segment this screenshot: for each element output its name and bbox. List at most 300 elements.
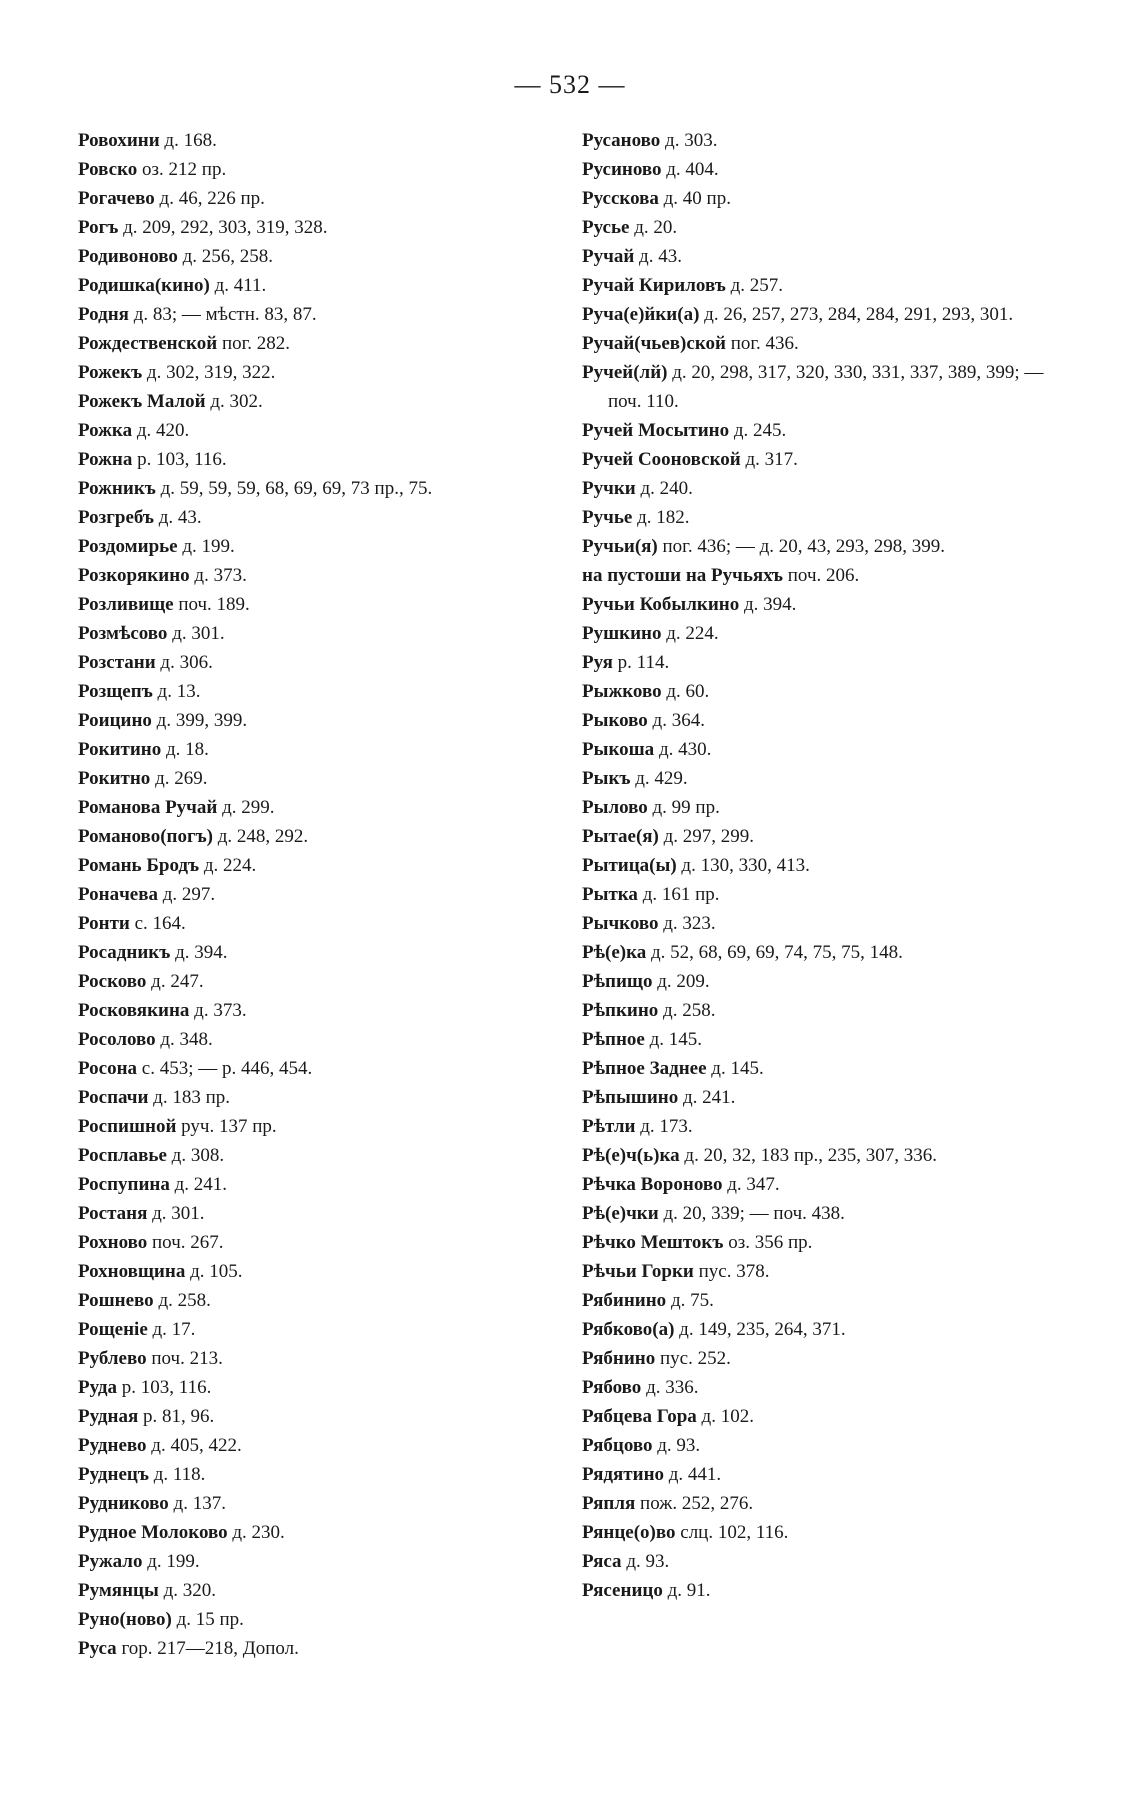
index-entry [582, 1257, 1072, 1286]
entry-reference: д. 373. [194, 1000, 247, 1021]
entry-name: Рѣ(е)чки [582, 1203, 659, 1224]
index-entry [78, 184, 568, 213]
entry-name: Рылово [582, 797, 648, 818]
entry-name: Рябцово [582, 1435, 653, 1456]
index-entry [78, 561, 568, 590]
entry-name: Романово(погъ) [78, 826, 213, 847]
entry-name: Роспупина [78, 1174, 170, 1195]
entry-reference: д. 20, 32, 183 пр., 235, 307, 336. [684, 1145, 938, 1166]
entry-name: Ряпля [582, 1493, 636, 1514]
entry-reference: р. 114. [617, 652, 670, 673]
entry-name: Рыково [582, 710, 648, 731]
entry-reference: д. 299. [222, 797, 275, 818]
index-entry [582, 996, 1072, 1025]
entry-reference: д. 301. [152, 1203, 205, 1224]
entry-reference: д. 26, 257, 273, 284, 284, 291, 293, 301. [704, 304, 1014, 325]
index-entry [582, 1315, 1072, 1344]
entry-reference: д. 145. [711, 1058, 764, 1079]
entry-reference: д. 430. [658, 739, 712, 760]
entry-reference: пог. 282. [221, 333, 291, 354]
entry-reference: д. 130, 330, 413. [681, 855, 810, 876]
index-entry [78, 1025, 568, 1054]
entry-reference: д. 347. [727, 1174, 780, 1195]
index-entry [78, 822, 568, 851]
entry-reference: д. 182. [637, 507, 690, 528]
index-entry [78, 1112, 568, 1141]
index-entry [582, 619, 1072, 648]
entry-name: Ряса [582, 1551, 622, 1572]
entry-reference: д. 320. [163, 1580, 216, 1601]
entry-name: Русаново [582, 130, 661, 151]
index-entry [582, 822, 1072, 851]
index-entry [78, 938, 568, 967]
entry-name: Рушкино [582, 623, 662, 644]
entry-name: Роздомирье [78, 536, 178, 557]
entry-name: Ручьи Кобылкино [582, 594, 740, 615]
entry-name: Рѣчко Мештокъ [582, 1232, 724, 1253]
entry-reference: пус. 378. [698, 1261, 770, 1282]
index-entry [78, 358, 568, 387]
index-entry [582, 677, 1072, 706]
entry-name: Ручай Кириловъ [582, 275, 726, 296]
entry-name: Рѣ(е)ка [582, 942, 647, 963]
entry-reference: д. 43. [158, 507, 202, 528]
entry-name: Розливище [78, 594, 174, 615]
entry-name: Ронaчева [78, 884, 158, 905]
entry-reference: д. 256, 258. [182, 246, 274, 267]
index-entry [78, 1257, 568, 1286]
entry-name: Руднецъ [78, 1464, 149, 1485]
entry-reference: д. 373. [194, 565, 247, 586]
index-entry [78, 1518, 568, 1547]
entry-reference: д. 224. [203, 855, 257, 876]
entry-reference: д. 149, 235, 264, 371. [679, 1319, 846, 1340]
entry-reference: д. 105. [190, 1261, 243, 1282]
entry-name: Рябково(а) [582, 1319, 675, 1340]
entry-name: Рѣчьи Горки [582, 1261, 694, 1282]
index-entry [582, 213, 1072, 242]
entry-reference: д. 302, 319, 322. [146, 362, 276, 383]
entry-reference: д. 93. [657, 1435, 701, 1456]
index-entry [582, 242, 1072, 271]
index-entry [582, 126, 1072, 155]
entry-reference: р. 81, 96. [143, 1406, 215, 1427]
index-entry [582, 416, 1072, 445]
entry-name: Рудная [78, 1406, 139, 1427]
entry-name: Руя [582, 652, 613, 673]
entry-name: Рытае(я) [582, 826, 659, 847]
index-entry [78, 1170, 568, 1199]
index-entry [582, 793, 1072, 822]
entry-name: Рохновщина [78, 1261, 186, 1282]
entry-reference: пож. 252, 276. [640, 1493, 754, 1514]
entry-name: Рѣпкино [582, 1000, 659, 1021]
index-entry [78, 1402, 568, 1431]
entry-name: Рожна [78, 449, 133, 470]
entry-name: Ручье [582, 507, 633, 528]
index-entry [78, 532, 568, 561]
entry-reference: д. 323. [663, 913, 716, 934]
entry-reference: р. 103, 116. [137, 449, 227, 470]
index-entry [78, 387, 568, 416]
entry-name: Рыкъ [582, 768, 631, 789]
index-entry [582, 184, 1072, 213]
entry-reference: д. 303. [665, 130, 718, 151]
index-entry [78, 880, 568, 909]
entry-name: Розкорякино [78, 565, 190, 586]
entry-reference: д. 301. [172, 623, 225, 644]
index-entry [582, 590, 1072, 619]
index-entry [78, 590, 568, 619]
entry-name: Ровохини [78, 130, 160, 151]
entry-name: Родивоново [78, 246, 178, 267]
entry-reference: д. 224. [666, 623, 719, 644]
index-entry [78, 213, 568, 242]
entry-name: Романова Ручай [78, 797, 218, 818]
index-entry [582, 1344, 1072, 1373]
entry-reference: д. 258. [158, 1290, 211, 1311]
entry-name: Ручей Мосытино [582, 420, 730, 441]
index-entry [582, 271, 1072, 300]
index-entry [582, 474, 1072, 503]
entry-reference: д. 91. [667, 1580, 711, 1601]
entry-reference: д. 394. [743, 594, 797, 615]
index-entry [582, 938, 1072, 967]
entry-name: Рыжково [582, 681, 662, 702]
entry-reference: пус. 252. [660, 1348, 731, 1369]
entry-name: Росолово [78, 1029, 156, 1050]
index-entry [78, 793, 568, 822]
entry-name: Рогачево [78, 188, 155, 209]
index-entry [78, 909, 568, 938]
entry-name: Родня [78, 304, 129, 325]
entry-name: Рясеницо [582, 1580, 663, 1601]
entry-reference: руч. 137 пр. [181, 1116, 277, 1137]
index-entry [78, 648, 568, 677]
entry-reference: д. 317. [745, 449, 798, 470]
entry-reference: р. 103, 116. [121, 1377, 212, 1398]
entry-name: Рошнево [78, 1290, 154, 1311]
entry-name: Ручей(лй) [582, 362, 668, 383]
entry-reference: д. 168. [164, 130, 217, 151]
entry-name: Росплавье [78, 1145, 167, 1166]
index-entry [582, 532, 1072, 561]
entry-name: Розгребъ [78, 507, 154, 528]
entry-name: Рождественской [78, 333, 218, 354]
index-entry [78, 1083, 568, 1112]
entry-reference: д. 308. [171, 1145, 225, 1166]
entry-name: Руда [78, 1377, 118, 1398]
entry-name: Рябово [582, 1377, 642, 1398]
entry-reference: д. 17. [152, 1319, 196, 1340]
entry-reference: д. 348. [160, 1029, 213, 1050]
entry-name: Рожекъ Малой [78, 391, 206, 412]
index-entry [582, 1431, 1072, 1460]
index-entry [78, 996, 568, 1025]
entry-reference: д. 199. [147, 1551, 200, 1572]
entry-reference: д. 60. [666, 681, 710, 702]
entry-name: Русскова [582, 188, 659, 209]
entry-reference: д. 18. [166, 739, 209, 760]
entry-name: Руса [78, 1638, 117, 1659]
entry-name: Рянце(о)во [582, 1522, 676, 1543]
entry-reference: д. 43. [639, 246, 682, 267]
index-entry [582, 880, 1072, 909]
entry-reference: д. 248, 292. [217, 826, 309, 847]
entry-name: Росона [78, 1058, 138, 1079]
entry-reference: д. 306. [160, 652, 213, 673]
entry-reference: д. 405, 422. [151, 1435, 242, 1456]
index-entry [582, 1199, 1072, 1228]
entry-name: Ручей Сооновской [582, 449, 741, 470]
entry-name: Рожекъ [78, 362, 143, 383]
index-entry [78, 1373, 568, 1402]
entry-reference: поч. 206. [787, 565, 860, 586]
index-entry [78, 1431, 568, 1460]
right-column [582, 126, 1072, 1605]
entry-name: Родишка(кино) [78, 275, 210, 296]
entry-name: Рытка [582, 884, 638, 905]
index-entry [582, 1460, 1072, 1489]
index-entry [582, 1402, 1072, 1431]
index-entry [78, 1547, 568, 1576]
index-entry [582, 1141, 1072, 1170]
entry-name: Роспишной [78, 1116, 177, 1137]
index-entry [582, 706, 1072, 735]
entry-reference: д. 241. [682, 1087, 736, 1108]
entry-name: Рохново [78, 1232, 148, 1253]
index-entry [78, 503, 568, 532]
entry-reference: д. 15 пр. [176, 1609, 244, 1630]
entry-name: Рѣпное Заднее [582, 1058, 707, 1079]
entry-name: Роицино [78, 710, 152, 731]
index-entry [78, 1054, 568, 1083]
entry-name: Рогъ [78, 217, 119, 238]
entry-name: Роспачи [78, 1087, 149, 1108]
entry-name: Ружало [78, 1551, 143, 1572]
index-entry [78, 706, 568, 735]
entry-name: Ручай(чьев)ской [582, 333, 726, 354]
entry-reference: д. 257. [730, 275, 783, 296]
index-entry [78, 677, 568, 706]
entry-reference: д. 302. [210, 391, 263, 412]
index-entry [78, 735, 568, 764]
entry-reference: поч. 267. [152, 1232, 224, 1253]
entry-reference: д. 13. [157, 681, 201, 702]
index-entry [582, 1286, 1072, 1315]
entry-reference: гор. 217—218, Допол. [121, 1638, 299, 1659]
index-entry [582, 764, 1072, 793]
entry-name: Рыкоша [582, 739, 655, 760]
entry-name: Ровско [78, 159, 138, 180]
entry-reference: д. 441. [668, 1464, 722, 1485]
entry-reference: д. 93. [626, 1551, 670, 1572]
entry-reference: слц. 102, 116. [680, 1522, 789, 1543]
entry-name: Румянцы [78, 1580, 159, 1601]
index-entry [582, 1083, 1072, 1112]
index-entry [78, 967, 568, 996]
index-entry [582, 1489, 1072, 1518]
entry-reference: д. 247. [151, 971, 204, 992]
entry-reference: д. 297, 299. [663, 826, 755, 847]
index-entry [78, 1634, 568, 1663]
entry-reference: д. 75. [670, 1290, 714, 1311]
page-number: — 532 — [514, 70, 626, 99]
entry-name: Рычково [582, 913, 659, 934]
entry-reference: д. 102. [701, 1406, 754, 1427]
entry-reference: оз. 356 пр. [728, 1232, 813, 1253]
entry-name: Росково [78, 971, 147, 992]
entry-reference: д. 137. [173, 1493, 226, 1514]
entry-name: Росадникъ [78, 942, 171, 963]
entry-reference: д. 230. [232, 1522, 285, 1543]
entry-name: Рудное Молоково [78, 1522, 228, 1543]
entry-name: Рябинино [582, 1290, 667, 1311]
index-entry [78, 1460, 568, 1489]
entry-name: Росковякина [78, 1000, 190, 1021]
index-entry [582, 329, 1072, 358]
index-entry [582, 1576, 1072, 1605]
index-entry [78, 271, 568, 300]
entry-name: Рѣчка Вороново [582, 1174, 723, 1195]
entry-name: Руча(е)йки(а) [582, 304, 700, 325]
entry-name: Рѣпное [582, 1029, 645, 1050]
index-entry [78, 155, 568, 184]
entry-name: Романь Бродъ [78, 855, 200, 876]
entry-name: Рожка [78, 420, 133, 441]
entry-name: Ручай [582, 246, 635, 267]
entry-reference: д. 297. [162, 884, 216, 905]
index-entry [582, 1112, 1072, 1141]
index-entry [78, 619, 568, 648]
index-entry [582, 445, 1072, 474]
entry-name: Рѣтли [582, 1116, 636, 1137]
index-entry [582, 561, 1072, 590]
entry-name: Руно(ново) [78, 1609, 172, 1630]
entry-reference: д. 173. [640, 1116, 693, 1137]
entry-name: Розщепъ [78, 681, 153, 702]
index-entry [78, 1228, 568, 1257]
entry-reference: д. 429. [635, 768, 688, 789]
index-entry [78, 126, 568, 155]
entry-reference: д. 183 пр. [153, 1087, 231, 1108]
index-entry [78, 300, 568, 329]
index-entry [582, 1170, 1072, 1199]
index-entry [78, 1576, 568, 1605]
entry-reference: пог. 436; — д. 20, 43, 293, 298, 399. [662, 536, 946, 557]
index-entry [78, 851, 568, 880]
entry-reference: д. 20. [634, 217, 678, 238]
entry-reference: пог. 436. [730, 333, 799, 354]
entry-reference: д. 161 пр. [642, 884, 720, 905]
index-entry [582, 967, 1072, 996]
entry-name: Русье [582, 217, 630, 238]
entry-reference: д. 209, 292, 303, 319, 328. [123, 217, 328, 238]
index-entry [582, 1025, 1072, 1054]
entry-name: Ростаня [78, 1203, 148, 1224]
entry-name: Розстани [78, 652, 156, 673]
index-entry [78, 1315, 568, 1344]
index-entry [582, 735, 1072, 764]
entry-name: Русиново [582, 159, 662, 180]
index-entry [582, 1518, 1072, 1547]
left-column [78, 126, 568, 1663]
entry-reference: д. 240. [640, 478, 693, 499]
entry-reference: д. 209. [657, 971, 710, 992]
index-entry [582, 851, 1072, 880]
index-entry [582, 358, 1072, 416]
entry-name: Рябцева Гора [582, 1406, 697, 1427]
entry-reference: оз. 212 пр. [142, 159, 227, 180]
entry-reference: д. 404. [666, 159, 719, 180]
entry-reference: д. 269. [155, 768, 208, 789]
entry-name: Руднево [78, 1435, 147, 1456]
entry-name: Ручьи(я) [582, 536, 658, 557]
entry-reference: д. 399, 399. [156, 710, 248, 731]
index-entry [582, 155, 1072, 184]
entry-reference: с. 164. [134, 913, 186, 934]
entry-reference: д. 83; — мѣстн. 83, 87. [133, 304, 317, 325]
entry-reference: д. 394. [175, 942, 228, 963]
entry-name: Рябнино [582, 1348, 656, 1369]
index-entry [582, 1228, 1072, 1257]
entry-reference: д. 20, 298, 317, 320, 330, 331, 337, 389, 399; — поч. 110. [608, 362, 1044, 412]
index-entry [78, 764, 568, 793]
entry-reference: д. 46, 226 пр. [159, 188, 265, 209]
index-entry [78, 329, 568, 358]
entry-reference: поч. 213. [151, 1348, 223, 1369]
entry-name: Ронти [78, 913, 130, 934]
entry-name: Рожникъ [78, 478, 156, 499]
entry-name: Рокитино [78, 739, 162, 760]
entry-name: Рытица(ы) [582, 855, 677, 876]
index-entry [78, 445, 568, 474]
entry-reference: д. 258. [663, 1000, 716, 1021]
index-entry [582, 1547, 1072, 1576]
index-entry [582, 503, 1072, 532]
index-entry [78, 474, 568, 503]
index-entry [582, 1054, 1072, 1083]
index-entry [78, 242, 568, 271]
entry-reference: д. 99 пр. [652, 797, 720, 818]
entry-name: Рѣпышино [582, 1087, 679, 1108]
index-entry [582, 1373, 1072, 1402]
entry-reference: д. 52, 68, 69, 69, 74, 75, 75, 148. [651, 942, 903, 963]
entry-name: Рядятино [582, 1464, 665, 1485]
index-entry [78, 1489, 568, 1518]
index-entry [78, 416, 568, 445]
index-entry [78, 1344, 568, 1373]
entry-name: Ручки [582, 478, 636, 499]
entry-reference: д. 411. [214, 275, 267, 296]
entry-reference: д. 59, 59, 59, 68, 69, 69, 73 пр., 75. [160, 478, 433, 499]
index-entry [78, 1286, 568, 1315]
entry-reference: д. 199. [182, 536, 235, 557]
index-entry [582, 300, 1072, 329]
index-entry [78, 1605, 568, 1634]
entry-name: Рублево [78, 1348, 147, 1369]
entry-name: на пустоши на Ручьяхъ [582, 565, 784, 586]
entry-reference: д. 145. [649, 1029, 703, 1050]
entry-reference: с. 453; — р. 446, 454. [141, 1058, 313, 1079]
entry-reference: д. 364. [652, 710, 705, 731]
index-entry [582, 909, 1072, 938]
entry-name: Рѣ(е)ч(ь)ка [582, 1145, 680, 1166]
entry-name: Рокитно [78, 768, 151, 789]
entry-reference: д. 20, 339; — поч. 438. [663, 1203, 845, 1224]
entry-reference: д. 40 пр. [663, 188, 731, 209]
entry-name: Рудниково [78, 1493, 169, 1514]
